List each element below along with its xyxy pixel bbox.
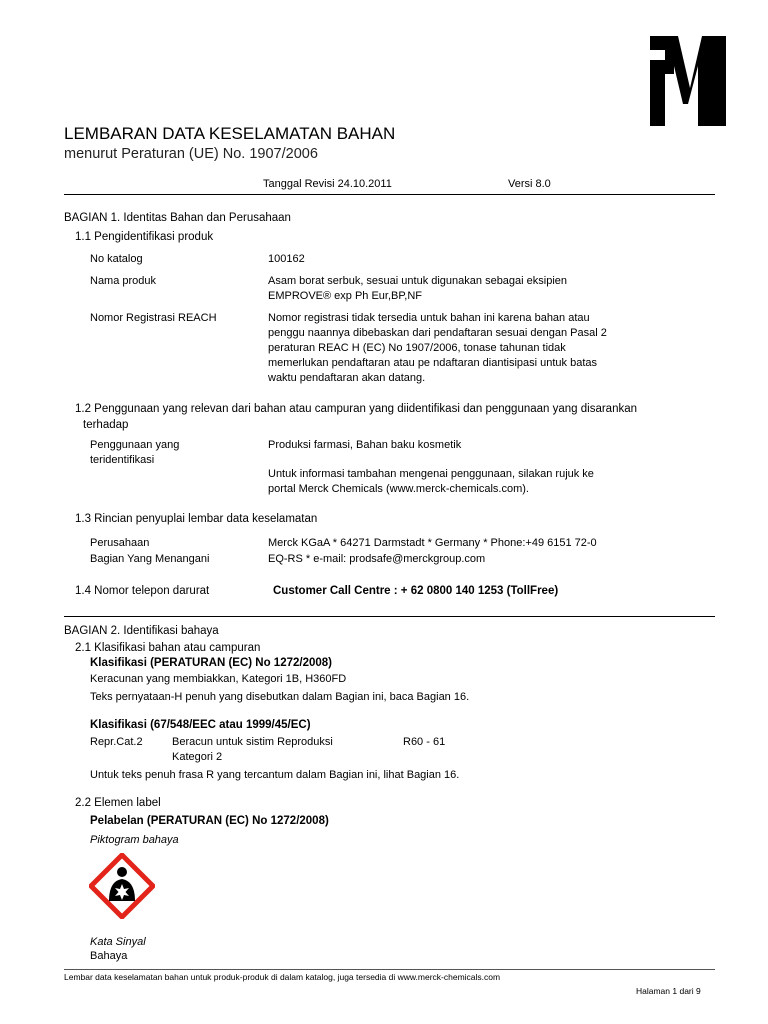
classification-eec-heading: Klasifikasi (67/548/EEC atau 1999/45/EC) [90, 719, 311, 731]
labelling-heading: Pelabelan (PERATURAN (EC) No 1272/2008) [90, 815, 329, 827]
repr-code: Repr.Cat.2 [90, 736, 143, 748]
merck-logo [648, 36, 728, 126]
document-subtitle: menurut Peraturan (UE) No. 1907/2006 [64, 146, 318, 162]
classification-ec-heading: Klasifikasi (PERATURAN (EC) No 1272/2008) [90, 657, 332, 669]
footer-divider [64, 969, 715, 970]
version: Versi 8.0 [508, 178, 551, 190]
section-2-1-heading: 2.1 Klasifikasi bahan atau campuran [75, 642, 261, 654]
section-1-1-heading: 1.1 Pengidentifikasi produk [75, 231, 214, 243]
company-value: Merck KGaA * 64271 Darmstadt * Germany * Phone:+49 6151 72-0 [268, 537, 597, 549]
classification-ec-note: Teks pernyataan-H penuh yang disebutkan dalam Bagian ini, baca Bagian 16. [90, 691, 470, 703]
company-label: Perusahaan [90, 537, 150, 549]
identified-use-value: Produksi farmasi, Bahan baku kosmetik [268, 439, 462, 451]
department-label: Bagian Yang Menangani [90, 553, 210, 565]
catalog-label: No katalog [90, 253, 143, 265]
identified-use-label: Penggunaan yang teridentifikasi [90, 439, 180, 466]
section-1-3-heading: 1.3 Rincian penyuplai lembar data keselamatan [75, 513, 318, 525]
use-info-note: Untuk informasi tambahan mengenai penggunaan, silakan rujuk ke portal Merck Chemicals (www.merck-chemicals.com). [268, 468, 594, 495]
section-divider [64, 616, 715, 617]
product-name-label: Nama produk [90, 275, 157, 287]
revision-date: Tanggal Revisi 24.10.2011 [263, 178, 392, 190]
section-1-4-heading: 1.4 Nomor telepon darurat [75, 585, 210, 597]
pictogram-label: Piktogram bahaya [90, 834, 179, 846]
section-2-2-heading: 2.2 Elemen label [75, 797, 161, 809]
repr-r-phrase: R60 - 61 [403, 736, 446, 748]
section-1-2-heading: 1.2 Penggunaan yang relevan dari bahan atau campuran yang diidentifikasi dan penggunaan yang disarankan terhadap [75, 403, 638, 431]
repr-description: Beracun untuk sistim Reproduksi Kategori 2 [172, 736, 333, 763]
classification-ec-value: Keracunan yang membiakkan, Kategori 1B, H360FD [90, 673, 347, 685]
classification-eec-note: Untuk teks penuh frasa R yang tercantum dalam Bagian ini, lihat Bagian 16. [90, 769, 460, 781]
signal-word-label: Kata Sinyal [90, 936, 146, 948]
header-divider [64, 194, 715, 195]
emergency-phone: Customer Call Centre : + 62 0800 140 1253 (TollFree) [273, 585, 559, 597]
section-1-heading: BAGIAN 1. Identitas Bahan dan Perusahaan [64, 212, 291, 224]
reach-value: Nomor registrasi tidak tersedia untuk bahan ini karena bahan atau penggu naannya dibebaskan dari pendaftaran sesuai dengan Pasal 2 peraturan REAC H (EC) No 1907/2006, tonase tahunan tidak memerlukan pendaftaran atau pe ndaftaran diantisipasi untuk batas waktu pendaftaran akan datang. [268, 312, 607, 384]
catalog-value: 100162 [268, 253, 305, 265]
document-title: LEMBARAN DATA KESELAMATAN BAHAN [64, 124, 396, 143]
page-number: Halaman 1 dari 9 [636, 986, 701, 996]
signal-word-value: Bahaya [90, 950, 128, 962]
health-hazard-icon [89, 853, 155, 919]
footer-note: Lembar data keselamatan bahan untuk produk-produk di dalam katalog, juga tersedia di www.merck-chemicals.com [64, 972, 501, 982]
department-value: EQ-RS * e-mail: prodsafe@merckgroup.com [268, 553, 486, 565]
product-name-value: Asam borat serbuk, sesuai untuk digunakan sebagai eksipien EMPROVE® exp Ph Eur,BP,NF [268, 275, 568, 302]
reach-label: Nomor Registrasi REACH [90, 312, 217, 324]
section-2-heading: BAGIAN 2. Identifikasi bahaya [64, 625, 219, 637]
